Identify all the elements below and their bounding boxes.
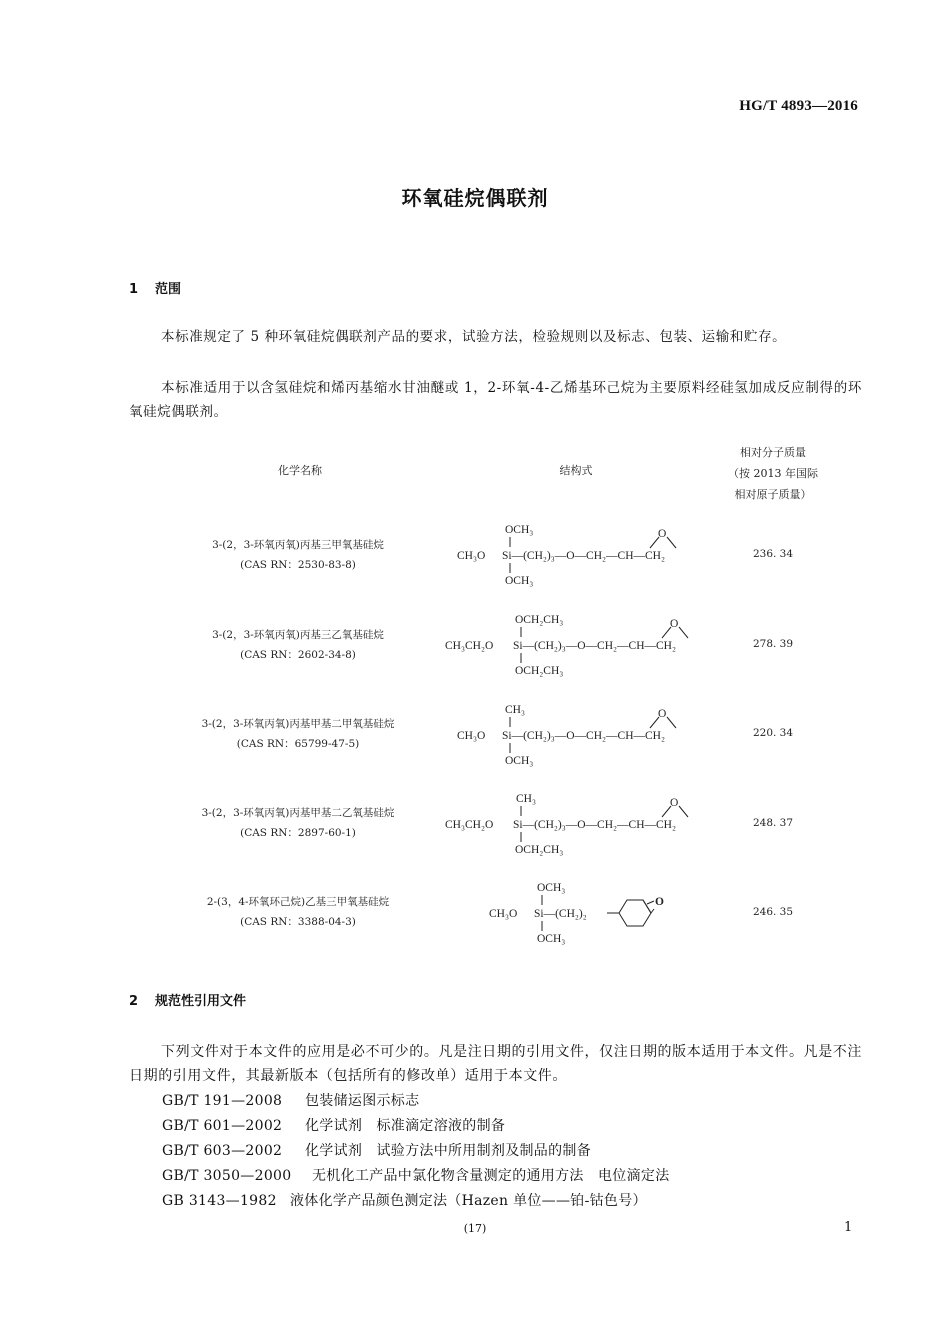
- reference-code: GB/T 191—2008: [162, 1093, 283, 1109]
- reference-title: 化学试剂 试验方法中所用制剂及制品的制备: [305, 1143, 591, 1159]
- reference-title: 无机化工产品中氯化物含量测定的通用方法 电位滴定法: [312, 1168, 670, 1184]
- formula-left-group: CH₃O: [457, 550, 486, 562]
- section-1-paragraph-1: 本标准规定了 5 种环氧硅烷偶联剂产品的要求，试验方法，检验规则以及标志、包装、运输和贮存。: [161, 329, 787, 345]
- epoxide-oxygen: O: [670, 618, 679, 630]
- reference-item: [162, 1164, 670, 1188]
- section-number: 1: [129, 282, 139, 297]
- formula-main-chain: Si—(CH₂)₃—O—CH₂—CH—CH₂: [513, 819, 676, 831]
- section-1-heading: [129, 278, 181, 297]
- reference-title: 化学试剂 标准滴定溶液的制备: [305, 1118, 506, 1134]
- formula-top-group: OCH₃: [505, 524, 534, 536]
- cas-number: (CAS RN：2602-34-8): [240, 649, 356, 661]
- compound-name: 2-(3，4-环氧环己烷)乙基三甲氧基硅烷: [206, 896, 390, 908]
- structural-formula: [435, 518, 715, 590]
- compound-name: 3-(2，3-环氧丙氧)丙基三乙氧基硅烷: [212, 629, 384, 641]
- formula-main-chain: Si—(CH₂)₃—O—CH₂—CH—CH₂: [502, 730, 665, 742]
- formula-bottom-group: OCH₂CH₃: [515, 665, 564, 677]
- table-row: [168, 803, 428, 843]
- document-title: 环氧硅烷偶联剂: [401, 186, 549, 210]
- reference-item: [162, 1089, 419, 1113]
- formula-top-group: CH₃: [505, 704, 525, 716]
- structural-formula: [435, 876, 715, 950]
- table-row: [168, 714, 428, 754]
- epoxide-ring-bonds: [647, 901, 654, 913]
- epoxide-oxygen: O: [670, 797, 679, 809]
- reference-item: [162, 1189, 647, 1213]
- reference-code: GB/T 601—2002: [162, 1118, 283, 1134]
- compound-name: 3-(2，3-环氧丙氧)丙基甲基二甲氧基硅烷: [201, 718, 395, 730]
- cas-number: (CAS RN：2530-83-8): [240, 559, 356, 571]
- section-2-paragraph: 下列文件对于本文件的应用是必不可少的。凡是注日期的引用文件，仅注日期的版本适用于本文件。凡是不注日期的引用文件，其最新版本（包括所有的修改单）适用于本文件。: [129, 1044, 862, 1084]
- section-title: 规范性引用文件: [155, 994, 247, 1009]
- mw-header-line: 相对分子质量: [740, 446, 806, 459]
- formula-bottom-group: OCH₃: [505, 755, 534, 767]
- molecular-weight: 246. 35: [752, 906, 794, 918]
- structural-formula: [435, 787, 715, 859]
- cas-number: (CAS RN：2897-60-1): [240, 827, 356, 839]
- formula-left-group: CH₃CH₂O: [445, 640, 494, 652]
- formula-left-group: CH₃O: [457, 730, 486, 742]
- formula-top-group: OCH₃: [537, 882, 566, 894]
- section-1-paragraph-2: 本标准适用于以含氢硅烷和烯丙基缩水甘油醚或 1，2-环氧-4-乙烯基环己烷为主要原料经硅氢加成反应制得的环氧硅烷偶联剂。: [129, 380, 862, 420]
- table-header-mw: [712, 442, 834, 505]
- molecular-weight: 236. 34: [752, 548, 794, 560]
- formula-main-chain: Si—(CH₂)₂: [534, 908, 587, 920]
- formula-bottom-group: OCH₃: [505, 575, 534, 587]
- cas-number: (CAS RN：65799-47-5): [236, 738, 360, 750]
- table-header-structure: 结构式: [559, 464, 593, 477]
- reference-title: 液体化学产品颜色测定法（Hazen 单位——铂-钴色号）: [290, 1193, 647, 1209]
- table-row: [168, 625, 428, 665]
- epoxide-oxygen: O: [655, 896, 664, 908]
- structural-formula: [435, 698, 715, 770]
- structural-formula: [435, 608, 715, 680]
- page-number: 1: [844, 1220, 853, 1235]
- molecular-weight: 248. 37: [752, 817, 794, 829]
- molecular-weight: 220. 34: [752, 727, 794, 739]
- reference-title: 包装储运图示标志: [305, 1093, 420, 1109]
- cas-number: (CAS RN：3388-04-3): [240, 916, 356, 928]
- table-header-name: 化学名称: [278, 464, 322, 477]
- reference-item: [162, 1139, 591, 1163]
- mw-header-line: （按 2013 年国际: [728, 467, 818, 480]
- formula-bottom-group: OCH₂CH₃: [515, 844, 564, 856]
- section-title: 范围: [155, 282, 182, 297]
- formula-top-group: CH₃: [516, 793, 536, 805]
- cyclohexane-ring: [619, 900, 651, 926]
- reference-code: GB 3143—1982: [162, 1193, 277, 1209]
- formula-top-group: OCH₂CH₃: [515, 614, 564, 626]
- epoxide-oxygen: O: [658, 708, 667, 720]
- formula-main-chain: Si—(CH₂)₃—O—CH₂—CH—CH₂: [513, 640, 676, 652]
- mw-header-line: 相对原子质量）: [734, 488, 812, 501]
- compound-name: 3-(2，3-环氧丙氧)丙基甲基二乙氧基硅烷: [201, 807, 395, 819]
- epoxide-oxygen: O: [658, 528, 667, 540]
- formula-main-chain: Si—(CH₂)₃—O—CH₂—CH—CH₂: [502, 550, 665, 562]
- table-row: [168, 892, 428, 932]
- section-2-heading: [129, 990, 246, 1009]
- reference-code: GB/T 603—2002: [162, 1143, 283, 1159]
- compound-name: 3-(2，3-环氧丙氧)丙基三甲氧基硅烷: [212, 539, 384, 551]
- section-number: 2: [129, 994, 139, 1009]
- reference-item: [162, 1114, 505, 1138]
- formula-bottom-group: OCH₃: [537, 933, 566, 945]
- formula-left-group: CH₃CH₂O: [445, 819, 494, 831]
- standard-number: HG/T 4893—2016: [739, 98, 858, 114]
- table-row: [168, 535, 428, 575]
- formula-left-group: CH₃O: [489, 908, 518, 920]
- footer-sequence-number: (17): [463, 1222, 487, 1235]
- epoxide-bond: [643, 900, 651, 913]
- reference-code: GB/T 3050—2000: [162, 1168, 292, 1184]
- molecular-weight: 278. 39: [752, 638, 794, 650]
